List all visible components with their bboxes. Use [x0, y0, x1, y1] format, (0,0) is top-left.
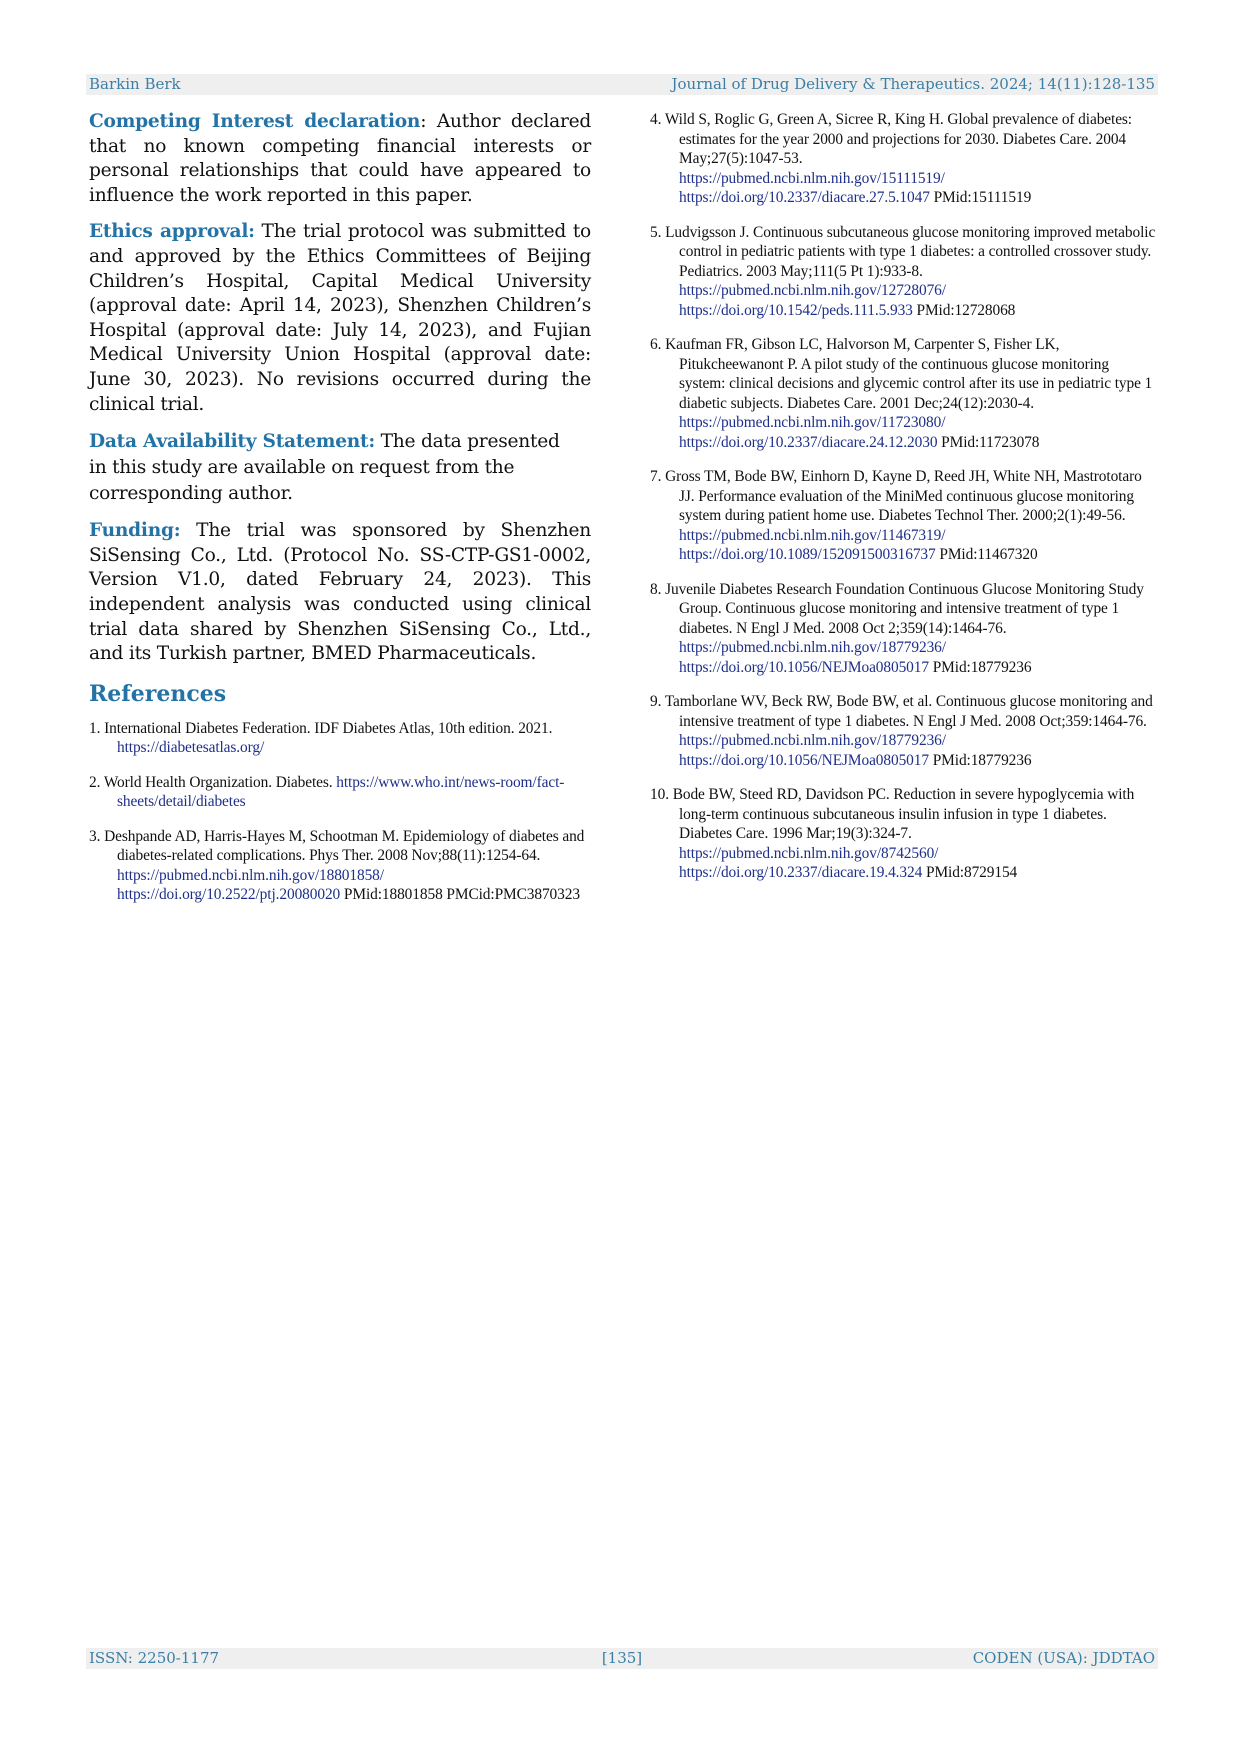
reference-item: [650, 580, 1158, 678]
funding-label: Funding:: [89, 520, 181, 542]
pubmed-link[interactable]: https://pubmed.ncbi.nlm.nih.gov/18779236/: [679, 639, 946, 656]
reference-item: [650, 785, 1158, 883]
reference-ids: PMid:11723078: [941, 433, 1040, 451]
reference-list-left: [89, 719, 591, 905]
reference-text: International Diabetes Federation. IDF Diabetes Atlas, 10th edition. 2021.: [104, 719, 553, 737]
doi-link[interactable]: https://doi.org/10.1542/peds.111.5.933: [679, 301, 913, 319]
pubmed-link[interactable]: https://pubmed.ncbi.nlm.nih.gov/12728076/: [679, 282, 946, 299]
pubmed-link[interactable]: https://pubmed.ncbi.nlm.nih.gov/11723080/: [679, 414, 946, 431]
doi-link[interactable]: https://doi.org/10.2337/diacare.19.4.324: [679, 864, 923, 881]
reference-number: 2.: [89, 773, 101, 791]
reference-item: [650, 110, 1158, 208]
reference-number: 1.: [89, 719, 101, 737]
doi-link[interactable]: https://doi.org/10.1056/NEJMoa0805017: [679, 658, 929, 676]
reference-list-right: [650, 110, 1158, 883]
journal-citation: Journal of Drug Delivery & Therapeutics. 2024; 14(11):128-135: [671, 75, 1155, 93]
competing-interest-paragraph: [89, 110, 591, 208]
reference-link[interactable]: https://diabetesatlas.org/: [117, 739, 265, 757]
right-column: [650, 110, 1158, 898]
funding-text: The trial was sponsored by Shenzhen SiSensing Co., Ltd. (Protocol No. SS-CTP-GS1-0002, Version V1.0, dated February 24, 2023). This independent analysis was conducted using clinical trial data shared by Shenzhen SiSensing Co., Ltd., and its Turkish partner, BMED Pharmaceuticals.: [89, 520, 591, 665]
data-availability-label: Data Availability Statement:: [89, 431, 375, 453]
data-availability-text: The data presented in this study are available on request from the corresponding author.: [89, 431, 560, 505]
funding-paragraph: [89, 519, 591, 667]
left-column: [89, 110, 591, 920]
issn: ISSN: 2250-1177: [89, 1649, 220, 1667]
reference-item: [650, 692, 1158, 770]
reference-text: Gross TM, Bode BW, Einhorn D, Kayne D, Reed JH, White NH, Mastrototaro JJ. Performance evaluation of the MiniMed continuous glucose monitoring system during patient home use. Diabetes Technol Ther. 2000;2(1):49-56.: [665, 468, 1142, 524]
reference-ids: PMid:18801858 PMCid:PMC3870323: [343, 886, 580, 904]
pubmed-link[interactable]: https://pubmed.ncbi.nlm.nih.gov/18801858/: [117, 866, 384, 884]
reference-number: 6.: [650, 336, 662, 353]
reference-item: [650, 467, 1158, 565]
reference-number: 9.: [650, 693, 662, 710]
reference-ids: PMid:18779236: [932, 751, 1032, 769]
page-footer: [86, 1648, 1158, 1669]
reference-ids: PMid:15111519: [933, 189, 1032, 206]
reference-number: 3.: [89, 827, 101, 845]
reference-number: 8.: [650, 580, 662, 598]
reference-item: [650, 223, 1158, 321]
reference-item: [89, 719, 591, 758]
running-author: Barkin Berk: [89, 75, 181, 93]
ethics-text: The trial protocol was submitted to and approved by the Ethics Committees of Beijing Children’s Hospital, Capital Medical University (approval date: April 14, 2023), Shenzhen Children’s Hospital (approval date: July 14, 2023), and Fujian Medical University Union Hospital (approval date: June 30, 2023). No revisions occurred during the clinical trial.: [89, 221, 591, 415]
reference-number: 7.: [650, 468, 662, 485]
doi-link[interactable]: https://doi.org/10.2337/diacare.24.12.2030: [679, 433, 938, 451]
ethics-paragraph: [89, 220, 591, 417]
pubmed-link[interactable]: https://pubmed.ncbi.nlm.nih.gov/15111519/: [679, 169, 945, 187]
reference-ids: PMid:8729154: [925, 864, 1018, 881]
references-heading: References: [89, 680, 227, 707]
competing-interest-text: : Author declared that no known competing financial interests or personal relationships that could have appeared to influence the work reported in this paper.: [89, 111, 591, 206]
reference-text: Ludvigsson J. Continuous subcutaneous glucose monitoring improved metabolic control in pediatric patients with type 1 diabetes: a controlled crossover study. Pediatrics. 2003 May;111(5 Pt 1):933-8.: [665, 223, 1156, 280]
doi-link[interactable]: https://doi.org/10.1089/152091500316737: [679, 546, 936, 563]
reference-text: Deshpande AD, Harris-Hayes M, Schootman M. Epidemiology of diabetes and diabetes-related complications. Phys Ther. 2008 Nov;88(11):1254-64.: [104, 827, 585, 865]
pubmed-link[interactable]: https://pubmed.ncbi.nlm.nih.gov/8742560/: [679, 844, 939, 862]
data-availability-paragraph: [89, 429, 591, 507]
reference-text: Wild S, Roglic G, Green A, Sicree R, King H. Global prevalence of diabetes: estimates for the year 2000 and projections for 2030. Diabetes Care. 2004 May;27(5):1047-53.: [664, 111, 1132, 167]
reference-text: World Health Organization. Diabetes.: [103, 773, 333, 791]
doi-link[interactable]: https://doi.org/10.1056/NEJMoa0805017: [679, 751, 929, 769]
ethics-label: Ethics approval:: [89, 221, 255, 243]
page-number: [135]: [601, 1649, 643, 1667]
reference-ids: PMid:11467320: [939, 546, 1038, 563]
reference-number: 5.: [650, 223, 662, 241]
doi-link[interactable]: https://doi.org/10.2522/ptj.20080020: [117, 886, 341, 904]
page-header: [86, 74, 1158, 95]
reference-text: Juvenile Diabetes Research Foundation Continuous Glucose Monitoring Study Group. Continuous glucose monitoring and intensive treatment of type 1 diabetes. N Engl J Med. 2008 Oct 2;359(14):1464-76.: [665, 580, 1144, 637]
reference-text: Bode BW, Steed RD, Davidson PC. Reduction in severe hypoglycemia with long-term continuous subcutaneous insulin infusion in type 1 diabetes. Diabetes Care. 1996 Mar;19(3):324-7.: [672, 786, 1135, 842]
reference-item: [89, 827, 591, 905]
reference-number: 4.: [650, 111, 662, 128]
doi-link[interactable]: https://doi.org/10.2337/diacare.27.5.1047: [679, 189, 930, 206]
coden: CODEN (USA): JDDTAO: [972, 1649, 1155, 1667]
reference-number: 10.: [650, 786, 669, 803]
reference-link[interactable]: https://www.who.int/news-room/fact-sheets/detail/diabetes: [117, 773, 565, 811]
pubmed-link[interactable]: https://pubmed.ncbi.nlm.nih.gov/18779236/: [679, 732, 946, 749]
reference-item: [650, 335, 1158, 452]
reference-item: [89, 773, 591, 812]
reference-ids: PMid:18779236: [932, 658, 1032, 676]
competing-interest-label: Competing Interest declaration: [89, 111, 421, 132]
reference-text: Tamborlane WV, Beck RW, Bode BW, et al. Continuous glucose monitoring and intensive treatment of type 1 diabetes. N Engl J Med. 2008 Oct;359:1464-76.: [664, 693, 1153, 730]
reference-ids: PMid:12728068: [916, 301, 1016, 319]
reference-text: Kaufman FR, Gibson LC, Halvorson M, Carpenter S, Fisher LK, Pitukcheewanont P. A pilot study of the continuous glucose monitoring system: clinical decisions and glycemic control after its use in pediatric type 1 diabetic subjects. Diabetes Care. 2001 Dec;24(12):2030-4.: [665, 336, 1153, 412]
pubmed-link[interactable]: https://pubmed.ncbi.nlm.nih.gov/11467319/: [679, 526, 946, 544]
